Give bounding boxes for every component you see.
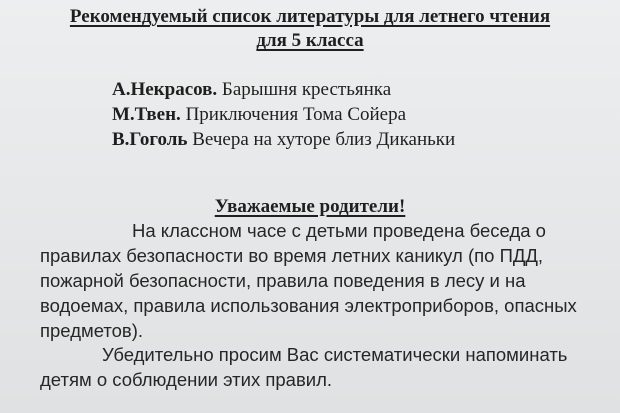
notice-title: Уважаемые родители! bbox=[214, 196, 406, 217]
notice-paragraph bbox=[40, 218, 612, 343]
book-title: Барышня крестьянка bbox=[217, 79, 392, 100]
list-subheading: для 5 класса bbox=[256, 30, 364, 51]
list-item bbox=[112, 127, 592, 152]
book-author: А.Некрасов. bbox=[112, 79, 218, 100]
book-author: М.Твен. bbox=[112, 104, 181, 125]
book-list bbox=[112, 77, 592, 152]
paragraph-line: детям о соблюдении этих правил. bbox=[40, 369, 333, 390]
book-title: Вечера на хуторе близ Диканьки bbox=[187, 129, 456, 150]
paragraph-line: На классном часе с детьми проведена беседа о bbox=[132, 220, 546, 241]
book-author: В.Гоголь bbox=[112, 129, 188, 150]
notice-paragraph bbox=[40, 342, 612, 392]
paragraph-line: правилах безопасности во время летних каникул (по ПДД, bbox=[40, 245, 544, 266]
paragraph-line: водоемах, правила использования электроприборов, опасных bbox=[40, 295, 577, 316]
paragraph-line: Убедительно просим Вас систематически напоминать bbox=[102, 344, 568, 365]
book-title: Приключения Тома Сойера bbox=[180, 104, 407, 125]
list-heading: Рекомендуемый список литературы для летнего чтения bbox=[69, 6, 551, 27]
paragraph-line: предметов). bbox=[40, 320, 144, 341]
list-item bbox=[112, 77, 592, 102]
list-item bbox=[112, 102, 592, 127]
paragraph-line: пожарной безопасности, правила поведения в лесу и на bbox=[40, 270, 526, 291]
